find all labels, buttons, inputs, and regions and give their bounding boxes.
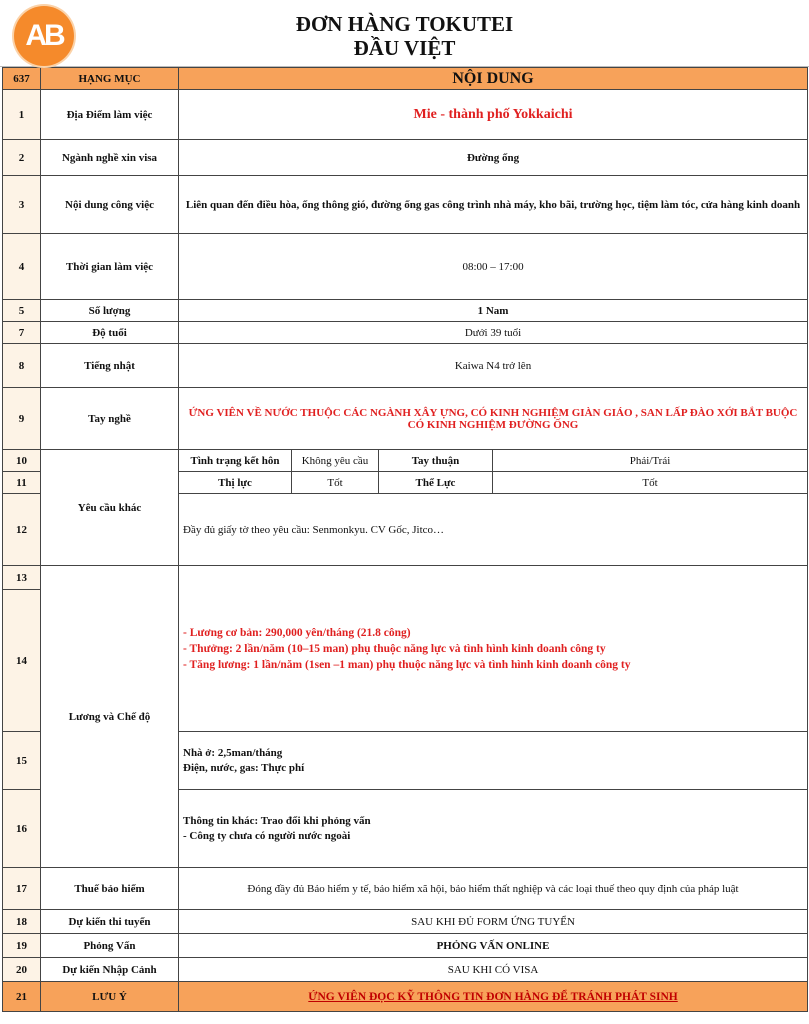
row-label: Tiếng nhật	[41, 344, 179, 388]
table-header-row	[3, 68, 808, 90]
row-label: Phỏng Vấn	[41, 934, 179, 958]
table-row	[3, 982, 808, 1012]
table-row	[3, 934, 808, 958]
table-row	[3, 140, 808, 176]
work-location: Mie - thành phố Yokkaichi	[179, 90, 808, 140]
table-row	[3, 234, 808, 300]
working-hours: 08:00 – 17:00	[179, 234, 808, 300]
table-row	[3, 322, 808, 344]
row-number: 16	[3, 790, 41, 868]
document-title	[0, 12, 809, 60]
handedness-label: Tay thuận	[379, 450, 493, 472]
row-number: 5	[3, 300, 41, 322]
visa-occupation: Đường ống	[179, 140, 808, 176]
age-limit: Dưới 39 tuổi	[179, 322, 808, 344]
table-row	[3, 450, 808, 472]
table-row	[3, 300, 808, 322]
title-line-2: ĐẦU VIỆT	[353, 36, 456, 60]
table-row	[3, 344, 808, 388]
fitness-label: Thể Lực	[379, 472, 493, 494]
housing-info	[179, 732, 808, 790]
required-documents: Đầy đủ giấy tờ theo yêu cầu: Senmonkyu. CV Gốc, Jitco…	[179, 494, 808, 566]
bonus-info: - Thưởng: 2 lần/năm (10–15 man) phụ thuộc năng lực và tình hình kinh doanh công ty	[183, 642, 606, 655]
other-requirements-label: Yêu cầu khác	[41, 450, 179, 566]
row-number: 17	[3, 868, 41, 910]
header-code: 637	[3, 68, 41, 90]
row-label: Nội dung công việc	[41, 176, 179, 234]
marital-status-value: Không yêu cầu	[292, 450, 379, 472]
base-salary: - Lương cơ bản: 290,000 yên/tháng (21.8 công)	[183, 626, 411, 639]
eyesight-value: Tốt	[292, 472, 379, 494]
row-label: LƯU Ý	[41, 982, 179, 1012]
raise-info: - Tăng lương: 1 lần/năm (1sen –1 man) phụ thuộc năng lực và tình hình kinh doanh công ty	[183, 658, 631, 671]
row-number: 10	[3, 450, 41, 472]
marital-status-label: Tình trạng kết hôn	[179, 450, 292, 472]
salary-details	[179, 566, 808, 732]
row-number: 9	[3, 388, 41, 450]
handedness-value: Phải/Trái	[493, 450, 808, 472]
row-number: 14	[3, 590, 41, 732]
row-number: 15	[3, 732, 41, 790]
row-number: 12	[3, 494, 41, 566]
housing-cost: Nhà ở: 2,5man/tháng	[183, 746, 283, 759]
order-table	[2, 67, 808, 1012]
job-description: Liên quan đến điều hòa, ống thông gió, đường ống gas công trình nhà máy, kho bãi, trường học, tiệm làm tóc, cửa hàng kinh doanh	[179, 176, 808, 234]
title-line-1: ĐƠN HÀNG TOKUTEI	[295, 12, 514, 36]
skill-requirement: ỨNG VIÊN VỀ NƯỚC THUỘC CÁC NGÀNH XÂY ỰNG, CÓ KINH NGHIỆM GIÀN GIÁO , SAN LẤP ĐÀO XỚI BẮT BUỘC CÓ KINH NGHIỆM ĐƯỜNG ỐNG	[179, 388, 808, 450]
row-number: 21	[3, 982, 41, 1012]
row-number: 20	[3, 958, 41, 982]
entry-schedule: SAU KHI CÓ VISA	[179, 958, 808, 982]
table-row	[3, 566, 808, 590]
row-number: 19	[3, 934, 41, 958]
row-number: 7	[3, 322, 41, 344]
japanese-level: Kaiwa N4 trở lên	[179, 344, 808, 388]
table-row	[3, 90, 808, 140]
row-label: Dự kiến Nhập Cảnh	[41, 958, 179, 982]
important-note: ỨNG VIÊN ĐỌC KỸ THÔNG TIN ĐƠN HÀNG ĐỂ TRÁNH PHÁT SINH	[179, 982, 808, 1012]
header-content: NỘI DUNG	[179, 68, 808, 90]
row-number: 18	[3, 910, 41, 934]
row-number: 3	[3, 176, 41, 234]
interview-method: PHỎNG VẤN ONLINE	[179, 934, 808, 958]
row-label: Dự kiến thi tuyển	[41, 910, 179, 934]
table-row	[3, 176, 808, 234]
row-label: Thuế bảo hiểm	[41, 868, 179, 910]
row-label: Địa Điểm làm việc	[41, 90, 179, 140]
table-row	[3, 910, 808, 934]
row-label: Độ tuổi	[41, 322, 179, 344]
row-number: 2	[3, 140, 41, 176]
fitness-value: Tốt	[493, 472, 808, 494]
row-label: Ngành nghề xin visa	[41, 140, 179, 176]
row-label: Tay nghề	[41, 388, 179, 450]
row-number: 4	[3, 234, 41, 300]
row-number: 13	[3, 566, 41, 590]
table-row	[3, 958, 808, 982]
other-info	[179, 790, 808, 868]
quantity: 1 Nam	[179, 300, 808, 322]
table-row	[3, 388, 808, 450]
table-row	[3, 868, 808, 910]
company-logo: AB	[14, 6, 74, 66]
exam-schedule: SAU KHI ĐỦ FORM ỨNG TUYỂN	[179, 910, 808, 934]
row-label: Số lượng	[41, 300, 179, 322]
eyesight-label: Thị lực	[179, 472, 292, 494]
document-header	[0, 0, 809, 67]
row-label: Thời gian làm việc	[41, 234, 179, 300]
salary-benefits-label: Lương và Chế độ	[41, 566, 179, 868]
interview-note: Thông tin khác: Trao đổi khi phỏng vấn	[183, 814, 371, 827]
header-category: HẠNG MỤC	[41, 68, 179, 90]
utilities-cost: Điện, nước, gas: Thực phí	[183, 761, 305, 774]
row-number: 8	[3, 344, 41, 388]
foreigner-note: - Công ty chưa có người nước ngoài	[183, 829, 351, 842]
row-number: 1	[3, 90, 41, 140]
row-number: 11	[3, 472, 41, 494]
tax-insurance: Đóng đầy đủ Bảo hiểm y tế, bảo hiểm xã hội, bảo hiểm thất nghiệp và các loại thuế theo quy định của pháp luật	[179, 868, 808, 910]
